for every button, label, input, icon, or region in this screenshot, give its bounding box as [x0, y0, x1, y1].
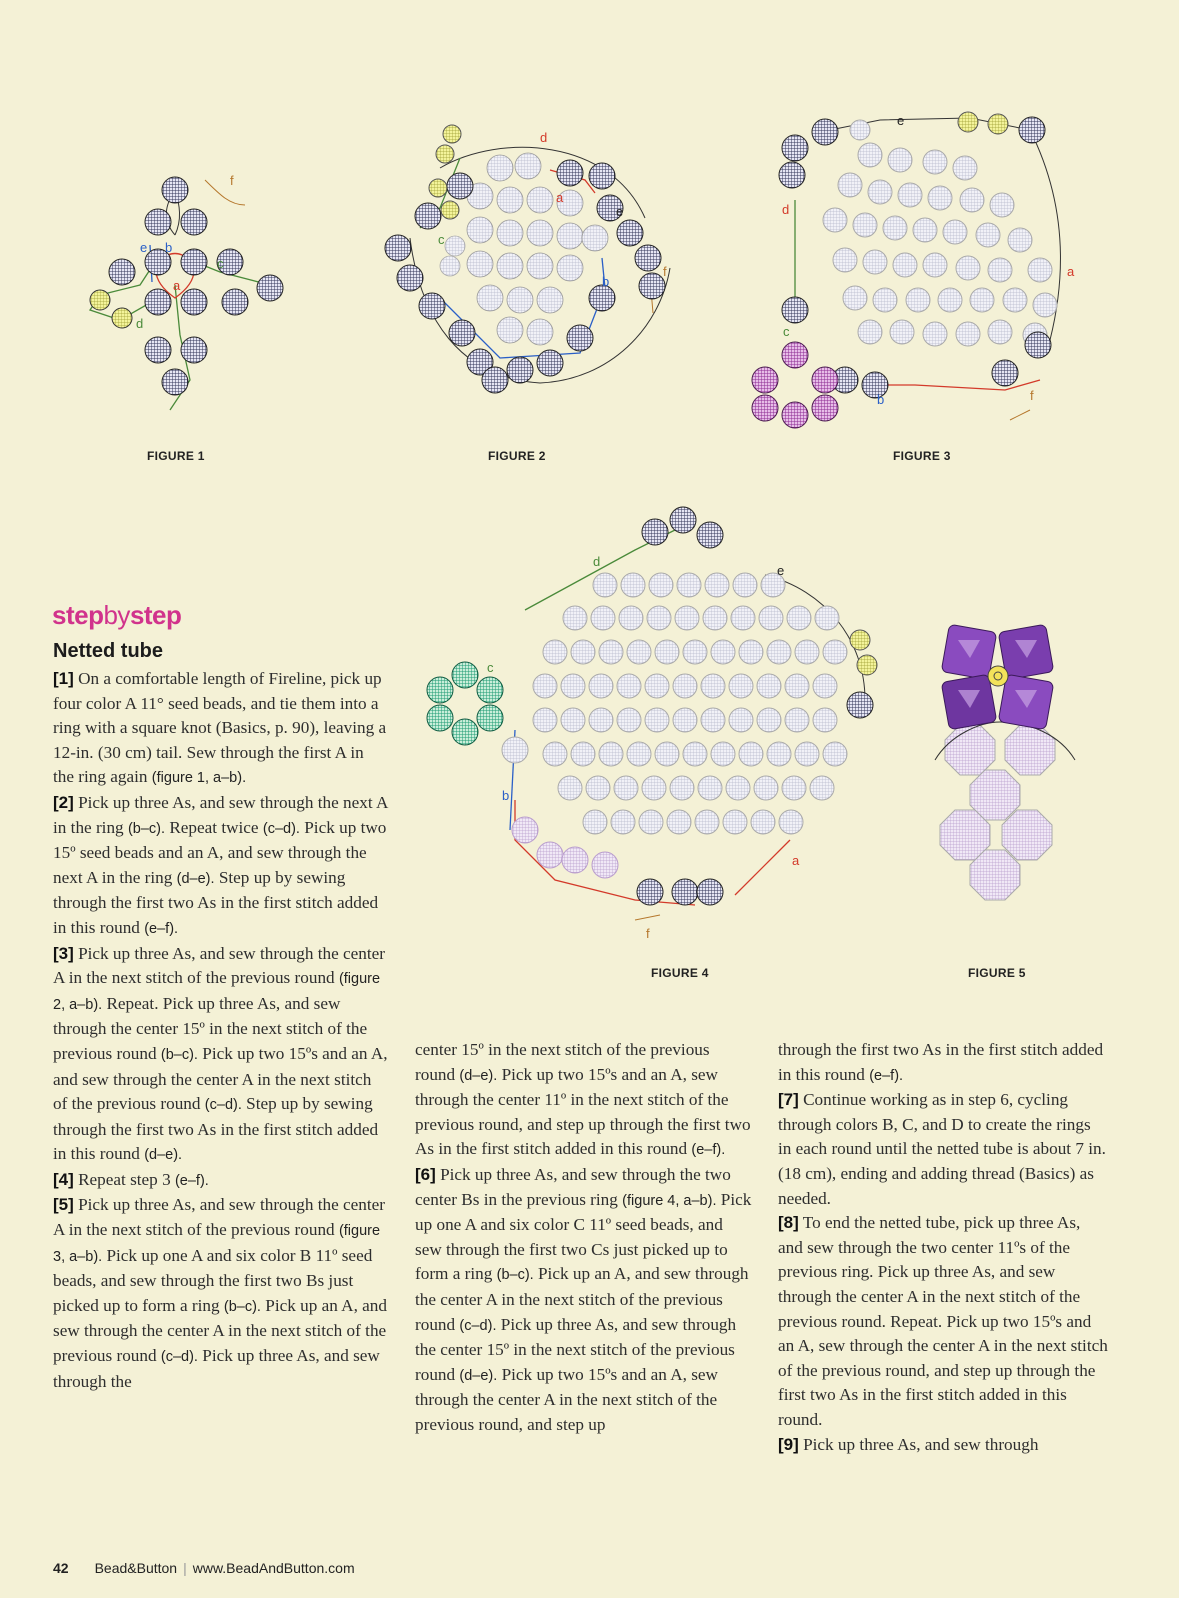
website-link[interactable]: www.BeadAndButton.com [192, 1560, 355, 1576]
bead [729, 674, 753, 698]
bead-group-outer [427, 507, 877, 905]
bead [533, 708, 557, 732]
step-number: [7] [778, 1090, 799, 1110]
bead [558, 776, 582, 800]
label-d: d [782, 202, 790, 217]
bead [739, 640, 763, 664]
bead [779, 810, 803, 834]
bead [593, 573, 617, 597]
kicker-step-2: step [129, 600, 182, 630]
step-number: [3] [53, 943, 74, 963]
step-6: [6] Pick up three As, and sew through the two center Bs in the previous ring (figure 4, a–b). Pick up one A and six color C 11º seed beads, and sew through the first two Cs just picked up to form a ring (b–c). Pick up an A, and sew through the center A in the next stitch of the previous round (c–d). Pick up three As, and sew through the center 15º in the next stitch of the previous round (d–e). Pick up two 15ºs and an A, sew through the center A in the next stitch of the previous round, and step up [415, 1164, 752, 1434]
bead [757, 708, 781, 732]
bead [705, 573, 729, 597]
figure-5-caption: FIGURE 5 [968, 966, 1026, 980]
figure-2-diagram [380, 118, 690, 408]
bead [645, 674, 669, 698]
step-2: [2] Pick up three As, and sew through the next A in the ring (b–c). Repeat twice (c–d). Pick up two 15º seed beads and an A, and sew through the next A in the ring (d–e). Step up by sewing through the first two As in the first stitch added in this round (e–f). [53, 792, 388, 937]
bead [617, 708, 641, 732]
step-number: [4] [53, 1169, 74, 1189]
figure-ref: (figure 1, a–b). [151, 770, 247, 787]
label-c: c [438, 232, 445, 247]
step-number: [5] [53, 1195, 74, 1215]
step-6-continued: through the first two As in the first stitch added in this round (e–f). [778, 1040, 1104, 1084]
figure-1-caption: FIGURE 1 [147, 449, 205, 463]
bead [754, 776, 778, 800]
bead [617, 674, 641, 698]
bead [655, 640, 679, 664]
text-column-2 [415, 1038, 753, 1438]
figure-3-diagram [740, 100, 1090, 440]
bead [711, 640, 735, 664]
bead [785, 674, 809, 698]
step-4: [4] Repeat step 3 (e–f). [53, 1169, 209, 1189]
bead [583, 810, 607, 834]
bead [571, 742, 595, 766]
bead [627, 640, 651, 664]
bead [726, 776, 750, 800]
bead [586, 776, 610, 800]
bead [695, 810, 719, 834]
label-d: d [540, 130, 548, 145]
bead [823, 742, 847, 766]
label-f: f [663, 264, 667, 279]
bead [701, 674, 725, 698]
bead [795, 742, 819, 766]
bead [621, 573, 645, 597]
label-b: b [502, 788, 510, 803]
bead [675, 606, 699, 630]
figure-5-diagram [920, 610, 1090, 920]
bead [627, 742, 651, 766]
bead [785, 708, 809, 732]
bead [611, 810, 635, 834]
step-number: [6] [415, 1164, 436, 1184]
bead [733, 573, 757, 597]
bead [589, 674, 613, 698]
step-number: [8] [778, 1213, 799, 1233]
step-8: [8] To end the netted tube, pick up three As, and sew through the two center 11ºs of the previous ring. Pick up three As, and sew through the center A in the next stitch of the previous round. Repeat. Pick up two 15ºs and an A, sew through the center A in the next stitch of the previous round, and step up through the first two As in the first stitch added in this round. [778, 1213, 1108, 1429]
bead-group-lower [940, 725, 1055, 900]
figure-4-caption: FIGURE 4 [651, 966, 709, 980]
label-a: a [173, 278, 181, 293]
step-number: [2] [53, 792, 74, 812]
bead [767, 742, 791, 766]
bead [739, 742, 763, 766]
page-number: 42 [53, 1560, 69, 1576]
bead [589, 708, 613, 732]
label-c: c [217, 256, 224, 271]
step-5-continued: center 15º in the next stitch of the previous round (d–e). Pick up two 15ºs and an A, sew through the center 11º in the next stitch of the previous round, and step up through the first two As in the first stitch added in this round (e–f). [415, 1040, 751, 1159]
bead [673, 708, 697, 732]
bead [647, 606, 671, 630]
bead [649, 573, 673, 597]
bead [823, 640, 847, 664]
label-e: e [616, 204, 624, 219]
bead [543, 640, 567, 664]
label-c: c [783, 324, 790, 339]
label-c: c [487, 660, 494, 675]
bead [619, 606, 643, 630]
figure-2-caption: FIGURE 2 [488, 449, 546, 463]
bead [512, 817, 538, 843]
bead [723, 810, 747, 834]
label-f: f [646, 926, 650, 940]
page-footer [53, 1560, 355, 1576]
step-5: [5] Pick up three As, and sew through the center A in the next stitch of the previous round (figure 3, a–b). Pick up one A and six color B 11º seed beads, and sew through the first two Bs just picked up to form a ring (b–c). Pick up an A, and sew through the center A in the next stitch of the previous round (c–d). Pick up three As, and sew through the [53, 1195, 387, 1391]
bead [757, 674, 781, 698]
section-title: Netted tube [53, 640, 163, 662]
bead [599, 640, 623, 664]
bead [767, 640, 791, 664]
bead [683, 640, 707, 664]
bead [614, 776, 638, 800]
label-e: e [140, 240, 148, 255]
label-f: f [230, 173, 234, 188]
bead [561, 708, 585, 732]
bead [533, 674, 557, 698]
bead-group-inner [512, 573, 847, 878]
bead [711, 742, 735, 766]
label-e: e [777, 563, 785, 578]
bead [561, 674, 585, 698]
bead [701, 708, 725, 732]
bead [599, 742, 623, 766]
figure-1-diagram [70, 160, 310, 430]
bead [543, 742, 567, 766]
bead [673, 674, 697, 698]
bead [813, 708, 837, 732]
figure-4-diagram [405, 500, 895, 940]
bead [729, 708, 753, 732]
bead [592, 852, 618, 878]
step-1: [1] On a comfortable length of Fireline, pick up four color A 11° seed beads, and tie them into a ring with a square knot (Basics, p. 90), leaving a 12-in. (30 cm) tail. Sew through the first A in the ring again (figure 1, a–b). [53, 669, 387, 787]
bead [639, 810, 663, 834]
bead [677, 573, 701, 597]
label-a: a [792, 853, 800, 868]
label-d: d [136, 316, 144, 331]
bead [670, 776, 694, 800]
bead [537, 842, 563, 868]
bead [703, 606, 727, 630]
label-e: e [897, 113, 905, 128]
bead [562, 847, 588, 873]
bead [813, 674, 837, 698]
bead [683, 742, 707, 766]
bead [810, 776, 834, 800]
step-number: [1] [53, 669, 74, 688]
bead [642, 776, 666, 800]
magazine-name: Bead&Button [94, 1560, 178, 1576]
kicker-step: step [52, 600, 104, 630]
bead [698, 776, 722, 800]
label-a: a [1067, 264, 1075, 279]
flower-cluster [941, 624, 1054, 730]
section-kicker [52, 600, 181, 631]
kicker-by: by [103, 600, 130, 630]
label-f: f [1030, 388, 1034, 403]
bead [759, 606, 783, 630]
bead [591, 606, 615, 630]
bead [751, 810, 775, 834]
bead [667, 810, 691, 834]
label-a: a [556, 190, 564, 205]
label-b: b [165, 240, 173, 255]
bead-group-inner [823, 143, 1057, 347]
figure-3-caption: FIGURE 3 [893, 449, 951, 463]
bead [655, 742, 679, 766]
bead [815, 606, 839, 630]
bead [563, 606, 587, 630]
text-column-3 [778, 1038, 1108, 1457]
bead [571, 640, 595, 664]
bead [782, 776, 806, 800]
step-7: [7] Continue working as in step 6, cycling through colors B, C, and D to create the rings in each round until the netted tube is about 7 in. (18 cm), ending and adding thread (Basics) as needed. [778, 1090, 1106, 1208]
bead [645, 708, 669, 732]
label-b: b [877, 392, 885, 407]
label-b: b [602, 274, 610, 289]
text-column-1 [53, 667, 389, 1394]
bead [787, 606, 811, 630]
step-number: [9] [778, 1434, 799, 1454]
step-9: [9] Pick up three As, and sew through [778, 1434, 1039, 1454]
bead [795, 640, 819, 664]
bead [731, 606, 755, 630]
label-d: d [593, 554, 601, 569]
footer-separator: | [183, 1560, 187, 1576]
step-3: [3] Pick up three As, and sew through the center A in the next stitch of the previous round (figure 2, a–b). Repeat. Pick up three As, and sew through the center 15º in the next stitch of the previous round (b–c). Pick up two 15ºs and an A, and sew through the center A in the next stitch of the previous round (c–d). Step up by sewing through the first two As in the first stitch added in this round (d–e). [53, 943, 388, 1164]
